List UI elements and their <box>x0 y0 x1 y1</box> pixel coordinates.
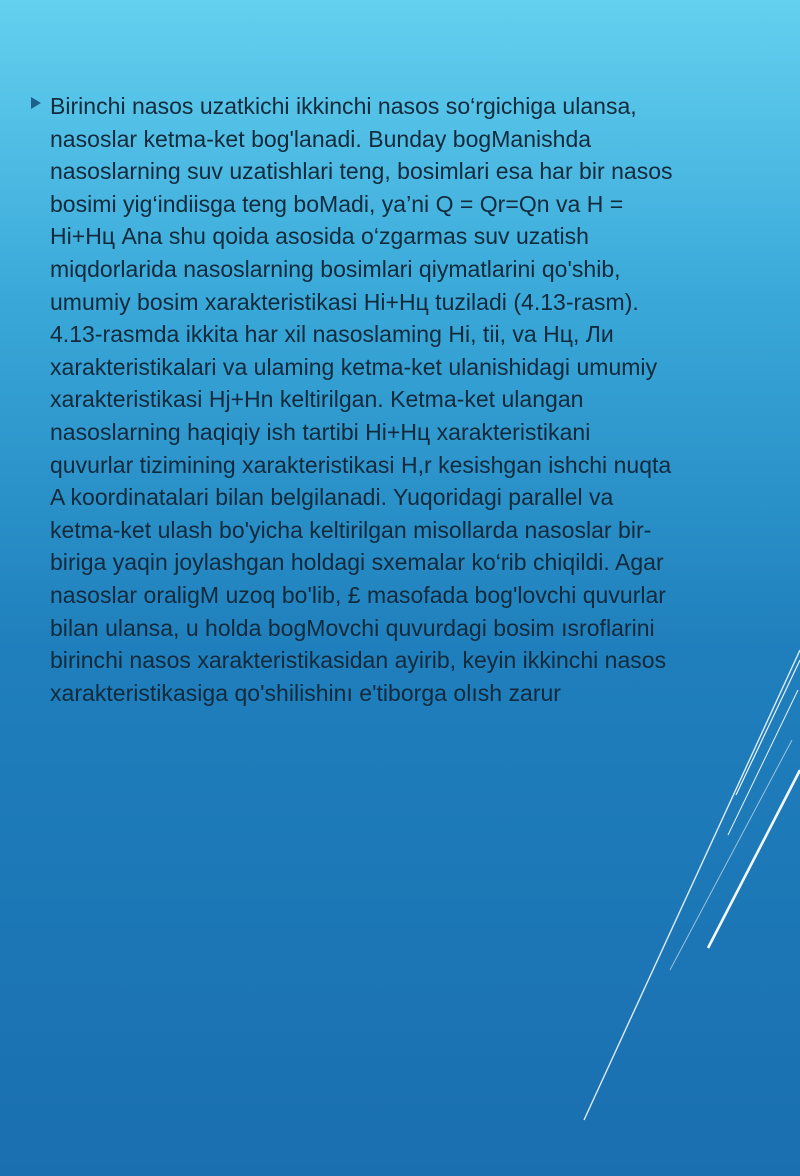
body-line: nasoslarning haqiqiy ish tartibi Hi+Hц xarakteristikani <box>50 418 591 445</box>
body-line: biriga yaqin joylashgan holdagi sxemalar ko‘rib chiqildi. Agar <box>50 549 664 576</box>
body-line: birinchi nasos xarakteristikasidan ayirib, keyin ikkinchi nasos <box>50 647 667 674</box>
body-paragraph <box>50 90 780 709</box>
body-line: nasoslarning suv uzatishlari teng, bosimlari esa har bir nasos <box>50 158 673 185</box>
body-line: quvurlar tizimining xarakteristikasi H,r kesishgan ishchi nuqta <box>50 451 672 478</box>
body-line: umumiy bosim xarakteristikasi Hi+Hц tuziladi (4.13-rasm). <box>50 288 639 315</box>
decor-line <box>736 660 800 795</box>
body-line: nasoslar oraligM uzoq bo'lib, £ masofada bog'lovchi quvurlar <box>50 581 666 608</box>
body-line: xarakteristikasiga qo'shilishinı e'tiborga olısh zarur <box>50 679 561 706</box>
body-line: Hi+Hц Ana shu qoida asosida o‘zgarmas suv uzatish <box>50 223 589 250</box>
decor-line <box>584 650 800 1120</box>
decor-line <box>708 770 800 948</box>
body-line: miqdorlarida nasoslarning bosimlari qiymatlarini qo'shib, <box>50 255 621 282</box>
body-line: ketma-ket ulash bo'yicha keltirilgan misollarda nasoslar bir- <box>50 516 652 543</box>
decor-line <box>728 690 798 835</box>
body-line: bosimi yig‘indiisga teng boMadi, ya’ni Q = Qr=Qn va H = <box>50 190 624 217</box>
body-line: 4.13-rasmda ikkita har xil nasoslaming Hi, tii, va Hц, Ли <box>50 321 614 348</box>
body-line: A koordinatalari bilan belgilanadi. Yuqoridagi parallel va <box>50 484 614 511</box>
body-line: nasoslar ketma-ket bog'lanadi. Bunday bogManishda <box>50 125 592 152</box>
bullet-arrow-icon <box>31 97 41 109</box>
body-line: xarakteristikalari va ulaming ketma-ket ulanishidagi umumiy <box>50 353 658 380</box>
decor-line <box>670 740 792 970</box>
body-line: bilan ulansa, u holda bogMovchi quvurdagi bosim ısroflarini <box>50 614 655 641</box>
body-line: xarakteristikasi Hj+Hn keltirilgan. Ketma-ket ulangan <box>50 386 584 413</box>
body-line: Birinchi nasos uzatkichi ikkinchi nasos so‘rgichiga ulansa, <box>50 93 637 119</box>
decorative-lines <box>560 630 800 1150</box>
